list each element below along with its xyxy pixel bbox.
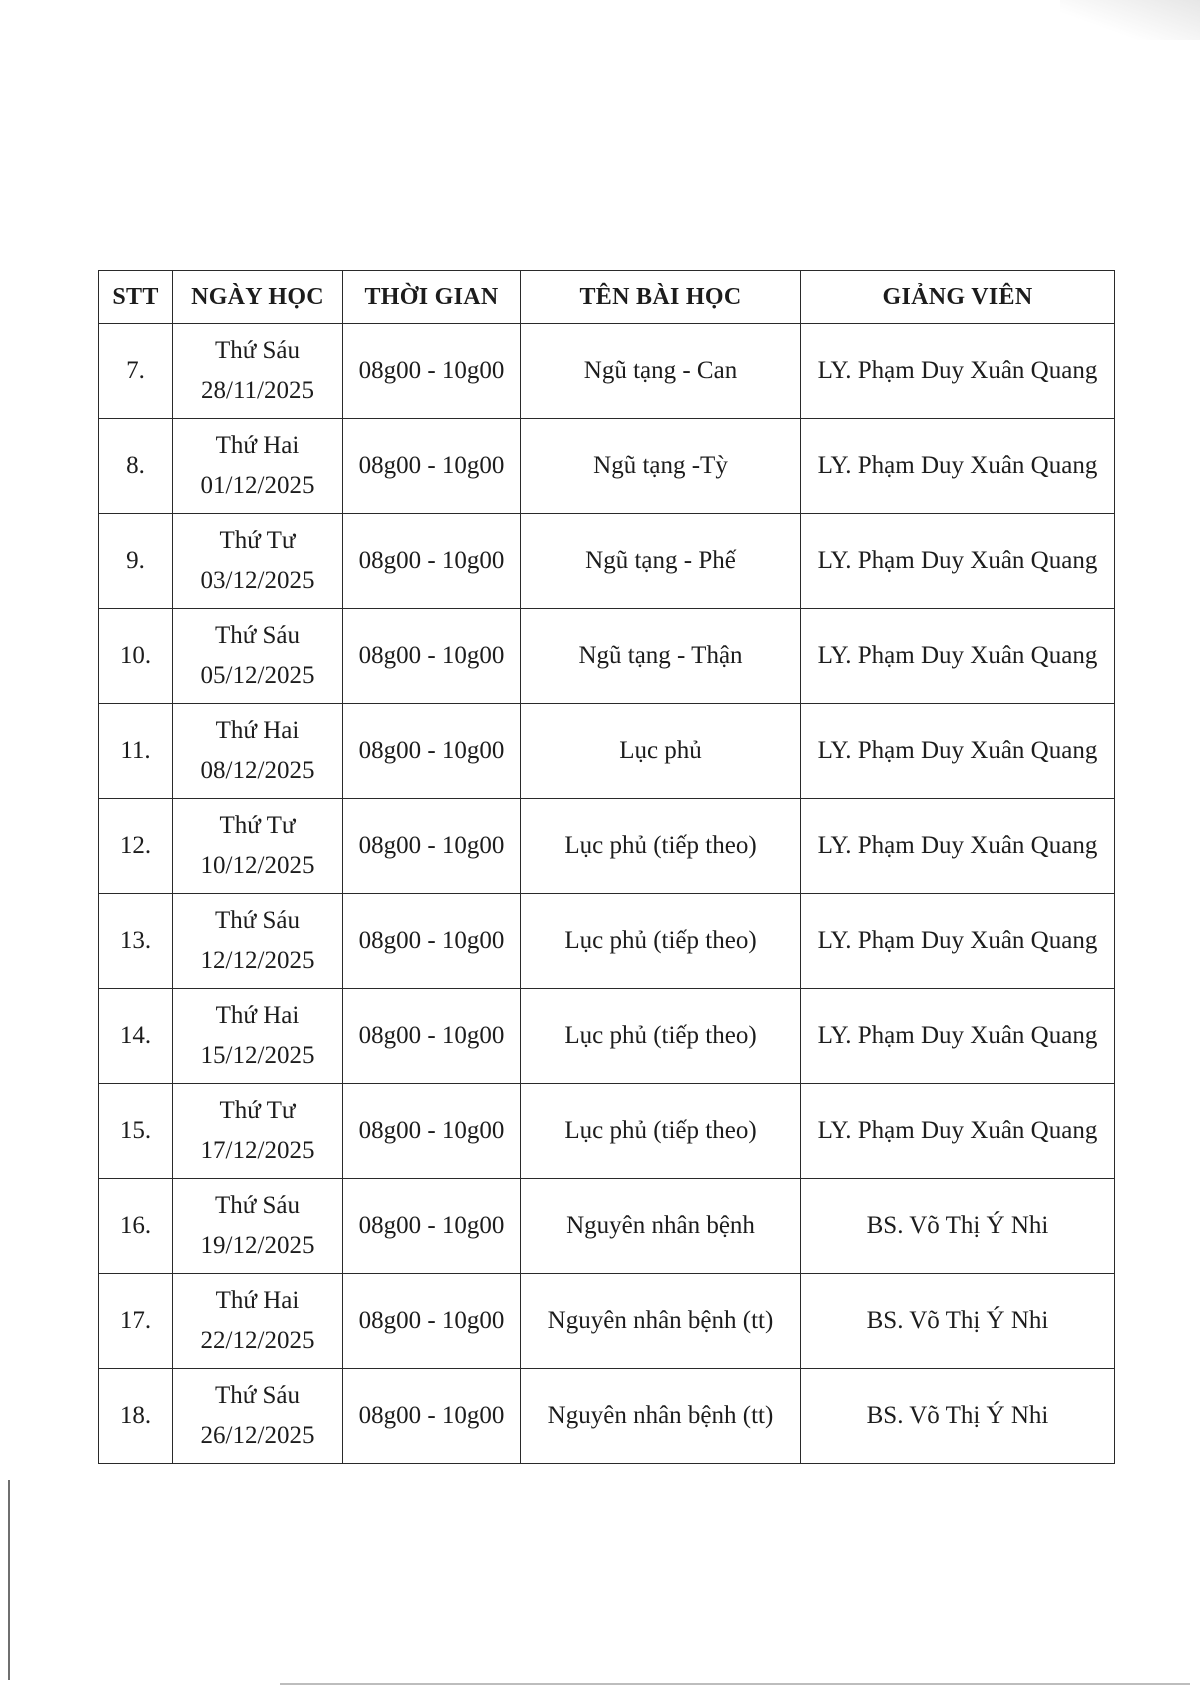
cell-date-value: 08/12/2025 xyxy=(200,757,315,784)
cell-title: Nguyên nhân bệnh (tt) xyxy=(521,1274,801,1369)
cell-day: Thứ Tư xyxy=(219,1097,296,1124)
cell-day: Thứ Hai xyxy=(215,1002,300,1029)
cell-title: Lục phủ (tiếp theo) xyxy=(521,799,801,894)
cell-teacher: LY. Phạm Duy Xuân Quang xyxy=(801,609,1115,704)
cell-stt: 8. xyxy=(99,419,173,514)
header-row xyxy=(99,271,1115,324)
cell-time: 08g00 - 10g00 xyxy=(343,1369,521,1464)
cell-title: Ngũ tạng - Phế xyxy=(521,514,801,609)
cell-teacher: LY. Phạm Duy Xuân Quang xyxy=(801,514,1115,609)
schedule-table xyxy=(98,270,1115,1464)
cell-time: 08g00 - 10g00 xyxy=(343,894,521,989)
cell-day: Thứ Sáu xyxy=(214,1382,301,1409)
cell-stt: 9. xyxy=(99,514,173,609)
cell-stt: 13. xyxy=(99,894,173,989)
cell-title: Nguyên nhân bệnh (tt) xyxy=(521,1369,801,1464)
cell-day: Thứ Hai xyxy=(215,1287,300,1314)
cell-time: 08g00 - 10g00 xyxy=(343,799,521,894)
table-row xyxy=(99,799,1115,894)
cell-date-value: 10/12/2025 xyxy=(200,852,315,879)
cell-time: 08g00 - 10g00 xyxy=(343,989,521,1084)
cell-title: Ngũ tạng - Can xyxy=(521,324,801,419)
cell-date-value: 17/12/2025 xyxy=(200,1137,315,1164)
cell-teacher: LY. Phạm Duy Xuân Quang xyxy=(801,324,1115,419)
table-row xyxy=(99,419,1115,514)
cell-time: 08g00 - 10g00 xyxy=(343,419,521,514)
cell-time: 08g00 - 10g00 xyxy=(343,704,521,799)
table-row xyxy=(99,1179,1115,1274)
table-row xyxy=(99,609,1115,704)
cell-stt: 11. xyxy=(99,704,173,799)
cell-teacher: LY. Phạm Duy Xuân Quang xyxy=(801,704,1115,799)
cell-day: Thứ Sáu xyxy=(214,907,301,934)
cell-time: 08g00 - 10g00 xyxy=(343,1084,521,1179)
cell-teacher: LY. Phạm Duy Xuân Quang xyxy=(801,419,1115,514)
cell-date xyxy=(173,704,343,799)
cell-date xyxy=(173,1369,343,1464)
cell-date-value: 03/12/2025 xyxy=(200,567,315,594)
cell-stt: 10. xyxy=(99,609,173,704)
cell-stt: 12. xyxy=(99,799,173,894)
cell-date xyxy=(173,799,343,894)
cell-date xyxy=(173,1179,343,1274)
cell-stt: 17. xyxy=(99,1274,173,1369)
cell-time: 08g00 - 10g00 xyxy=(343,1274,521,1369)
table-row xyxy=(99,1274,1115,1369)
cell-title: Nguyên nhân bệnh xyxy=(521,1179,801,1274)
cell-day: Thứ Tư xyxy=(219,527,296,554)
cell-date-value: 15/12/2025 xyxy=(200,1042,315,1069)
table-row xyxy=(99,514,1115,609)
cell-date xyxy=(173,1084,343,1179)
cell-stt: 15. xyxy=(99,1084,173,1179)
cell-date-value: 22/12/2025 xyxy=(200,1327,315,1354)
cell-date xyxy=(173,1274,343,1369)
cell-date-value: 12/12/2025 xyxy=(200,947,315,974)
cell-teacher: BS. Võ Thị Ý Nhi xyxy=(801,1369,1115,1464)
cell-teacher: LY. Phạm Duy Xuân Quang xyxy=(801,799,1115,894)
header-stt: STT xyxy=(99,271,173,324)
cell-title: Ngũ tạng - Thận xyxy=(521,609,801,704)
cell-date-value: 26/12/2025 xyxy=(200,1422,315,1449)
cell-title: Lục phủ (tiếp theo) xyxy=(521,1084,801,1179)
table-header xyxy=(99,271,1115,324)
cell-stt: 7. xyxy=(99,324,173,419)
scan-shadow xyxy=(1060,0,1200,40)
cell-date xyxy=(173,419,343,514)
header-time: THỜI GIAN xyxy=(343,271,521,324)
cell-date-value: 05/12/2025 xyxy=(200,662,315,689)
header-date: NGÀY HỌC xyxy=(173,271,343,324)
cell-date-value: 01/12/2025 xyxy=(200,472,315,499)
cell-title: Lục phủ xyxy=(521,704,801,799)
cell-day: Thứ Hai xyxy=(215,717,300,744)
table-row xyxy=(99,989,1115,1084)
table-row xyxy=(99,324,1115,419)
cell-time: 08g00 - 10g00 xyxy=(343,324,521,419)
cell-stt: 14. xyxy=(99,989,173,1084)
table-row xyxy=(99,894,1115,989)
cell-day: Thứ Sáu xyxy=(214,622,301,649)
table-row xyxy=(99,704,1115,799)
cell-teacher: LY. Phạm Duy Xuân Quang xyxy=(801,894,1115,989)
cell-date-value: 19/12/2025 xyxy=(200,1232,315,1259)
cell-date xyxy=(173,514,343,609)
table-row xyxy=(99,1369,1115,1464)
cell-title: Ngũ tạng -Tỳ xyxy=(521,419,801,514)
cell-teacher: LY. Phạm Duy Xuân Quang xyxy=(801,1084,1115,1179)
cell-date xyxy=(173,609,343,704)
cell-day: Thứ Tư xyxy=(219,812,296,839)
cell-stt: 18. xyxy=(99,1369,173,1464)
cell-day: Thứ Sáu xyxy=(214,1192,301,1219)
cell-time: 08g00 - 10g00 xyxy=(343,514,521,609)
cell-title: Lục phủ (tiếp theo) xyxy=(521,894,801,989)
cell-date xyxy=(173,324,343,419)
scan-bottom-line xyxy=(280,1683,1190,1685)
cell-stt: 16. xyxy=(99,1179,173,1274)
cell-teacher: BS. Võ Thị Ý Nhi xyxy=(801,1179,1115,1274)
header-teacher: GIẢNG VIÊN xyxy=(801,271,1115,324)
cell-teacher: BS. Võ Thị Ý Nhi xyxy=(801,1274,1115,1369)
cell-time: 08g00 - 10g00 xyxy=(343,1179,521,1274)
cell-date-value: 28/11/2025 xyxy=(201,377,314,404)
cell-day: Thứ Hai xyxy=(215,432,300,459)
cell-date xyxy=(173,894,343,989)
cell-teacher: LY. Phạm Duy Xuân Quang xyxy=(801,989,1115,1084)
cell-day: Thứ Sáu xyxy=(214,337,301,364)
header-title: TÊN BÀI HỌC xyxy=(521,271,801,324)
cell-date xyxy=(173,989,343,1084)
cell-title: Lục phủ (tiếp theo) xyxy=(521,989,801,1084)
cell-time: 08g00 - 10g00 xyxy=(343,609,521,704)
scan-edge-mark xyxy=(8,1480,10,1680)
table-row xyxy=(99,1084,1115,1179)
table-body xyxy=(99,324,1115,1464)
